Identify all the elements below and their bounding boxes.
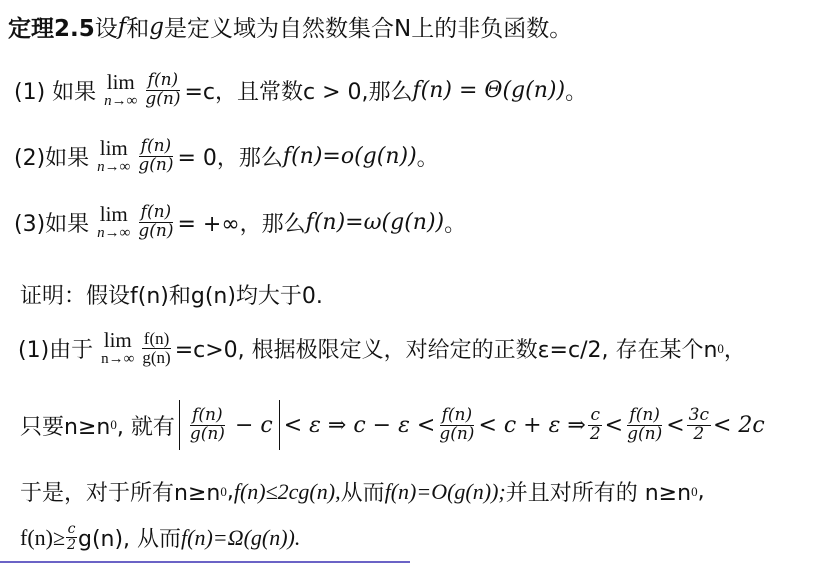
lim-subscript: n→∞: [101, 351, 135, 367]
fraction-numerator: f(n): [147, 70, 179, 91]
fraction-denominator: g(n): [439, 423, 475, 444]
step-1-end: ，: [723, 338, 746, 364]
step-3-prefix: 于是，对于所有n≥n: [20, 481, 221, 506]
chain-fraction-3: [625, 404, 664, 444]
case-3-limit: [97, 204, 130, 242]
chain-part-1: < ε ⇒ c − ε <: [283, 412, 436, 438]
step-1-line: [18, 330, 746, 368]
chain-fraction-2: [588, 404, 603, 444]
theorem-label: 定理2.5: [8, 16, 95, 42]
chain-part-5: < 2c: [713, 412, 765, 438]
theorem-and: 和: [126, 16, 150, 42]
subscript-zero: 0: [717, 340, 724, 356]
fraction-numerator: f(n): [441, 404, 473, 425]
case-2-result: f(n)=o(g(n)): [282, 144, 417, 170]
theorem-text-1: 设: [94, 16, 118, 42]
step-3-mid2: 从而: [340, 481, 385, 506]
case-1-fraction: [143, 72, 182, 109]
fraction-numerator: f(n): [629, 404, 660, 425]
subscript-zero: 0: [691, 483, 698, 499]
fraction-denominator: 2: [67, 537, 76, 553]
case-3-prefix: (3)如果: [14, 212, 90, 238]
case-2-fraction: [136, 138, 175, 175]
fraction-numerator: c: [67, 521, 76, 538]
lim-subscript: n→∞: [97, 159, 131, 175]
case-3-line: [14, 204, 466, 242]
step-3-inequality: f(n)≤2cg(n),: [233, 478, 341, 504]
fraction-numerator: 3c: [688, 404, 709, 425]
lim-subscript: n→∞: [104, 93, 138, 109]
case-1-condition: =c，且常数c > 0,那么: [184, 80, 413, 106]
lim-word: lim: [103, 328, 132, 352]
case-2-prefix: (2)如果: [14, 146, 90, 172]
case-3-fraction: [136, 204, 175, 241]
step-1-text: =c>0, 根据极限定义，对给定的正数ε=c/2, 存在某个n: [174, 338, 718, 364]
proof-intro-line: [20, 279, 323, 310]
fraction-denominator: g(n): [138, 221, 174, 242]
subscript-zero: 0: [110, 417, 117, 432]
subscript-zero: 0: [220, 483, 227, 499]
step-4-prefix: f(n)≥: [20, 524, 66, 550]
lim-word: lim: [99, 202, 128, 226]
case-2-line: [14, 138, 439, 176]
case-3-end: 。: [444, 212, 467, 238]
proof-intro: 证明：假设f(n)和g(n)均大于0.: [20, 284, 323, 309]
theorem-text-2: 是定义域为自然数集合N上的非负函数。: [164, 16, 573, 42]
case-1-end: 。: [565, 80, 588, 106]
fraction-numerator: f(n): [192, 404, 223, 425]
case-3-result: f(n)=ω(g(n)): [305, 210, 445, 236]
step-3-end: ,: [697, 479, 705, 504]
case-1-limit: [104, 72, 137, 110]
step-2-prefix: 只要n≥n: [20, 414, 111, 440]
fraction-numerator: f(n): [140, 136, 172, 157]
step-4-fraction: [65, 522, 78, 552]
case-1-prefix: (1) 如果: [14, 80, 97, 106]
step-3-result: f(n)=O(g(n));: [384, 478, 506, 504]
fraction-denominator: g(n): [142, 348, 171, 368]
theorem-f: f: [117, 13, 127, 40]
chain-fraction-1: [437, 404, 476, 444]
step-2-line: [20, 400, 765, 450]
step-3-line: [20, 476, 705, 507]
theorem-g: g: [149, 13, 164, 40]
step-2-mid: , 就有: [116, 414, 175, 440]
case-2-condition: = 0，那么: [177, 146, 283, 172]
step-1-fraction: [140, 330, 172, 367]
step-4-mid: g(n), 从而: [77, 527, 182, 552]
fraction-denominator: 2: [589, 423, 601, 444]
lim-word: lim: [106, 70, 135, 94]
step-3-rest: 并且对所有的 n≥n: [505, 481, 692, 506]
step-1-limit: [101, 330, 134, 368]
case-1-line: [14, 72, 587, 110]
fraction-denominator: g(n): [145, 89, 181, 110]
fraction-denominator: g(n): [627, 423, 663, 444]
theorem-line: [8, 10, 572, 43]
fraction-denominator: g(n): [138, 155, 174, 176]
chain-part-3: <: [604, 412, 624, 438]
case-2-limit: [97, 138, 130, 176]
fraction-numerator: f(n): [143, 329, 170, 349]
step-4-result: f(n)=Ω(g(n)).: [181, 524, 301, 550]
chain-part-4: <: [666, 412, 685, 438]
lim-subscript: n→∞: [97, 225, 131, 241]
chain-fraction-4: [687, 404, 711, 444]
lim-word: lim: [99, 136, 128, 160]
bottom-underline: [0, 561, 410, 563]
fraction-denominator: 2: [693, 423, 705, 444]
abs-fraction: [188, 404, 227, 444]
case-2-end: 。: [416, 146, 439, 172]
step-3-mid: ,: [226, 479, 234, 504]
case-3-condition: = +∞，那么: [177, 212, 306, 238]
fraction-numerator: c: [590, 404, 601, 425]
absolute-value-expression: [179, 400, 280, 450]
fraction-numerator: f(n): [140, 202, 172, 223]
abs-tail: − c: [234, 412, 273, 438]
chain-part-2: < c + ε ⇒: [478, 412, 586, 438]
step-1-prefix: (1)由于: [18, 338, 94, 364]
step-4-line: [20, 522, 300, 553]
case-1-result: f(n) = Θ(g(n)): [412, 78, 566, 104]
fraction-denominator: g(n): [189, 423, 225, 444]
